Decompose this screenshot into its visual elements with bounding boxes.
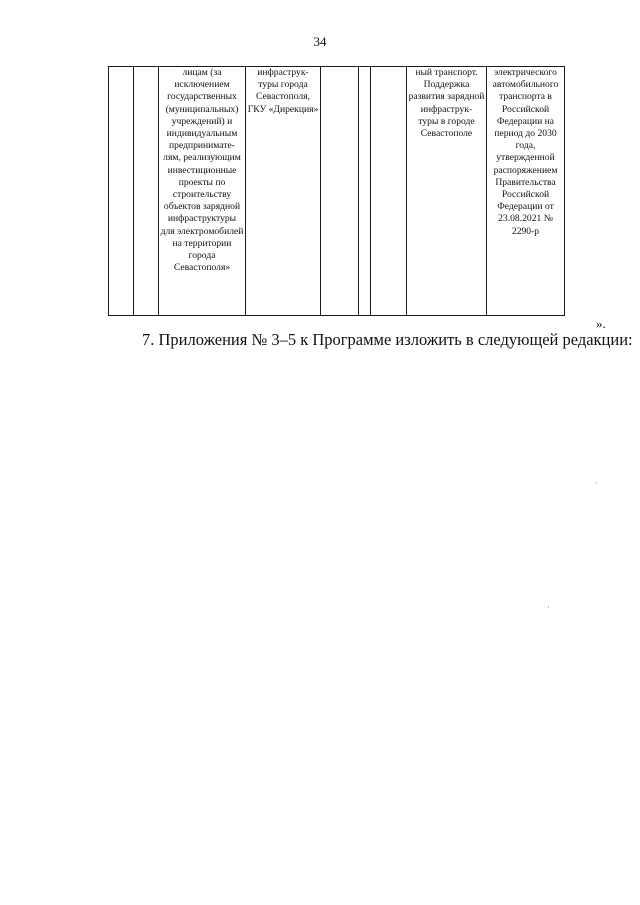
- closing-quote: ».: [596, 316, 606, 331]
- table-cell: инфраструк- туры города Севастополя, ГКУ «Дирекция»: [246, 67, 321, 316]
- table-cell: электрического автомобильного транспорта в Российской Федерации на период до 2030 года, утвержденной распоряжением Правительства Российской Федерации от 23.08.2021 № 2290-р: [487, 67, 565, 316]
- table-row: [109, 67, 565, 316]
- scan-speck: [596, 482, 597, 484]
- document-table: [108, 66, 565, 316]
- table-cell: [321, 67, 359, 316]
- page-number: 34: [313, 34, 327, 49]
- amendment-instruction: 7. Приложения № 3–5 к Программе изложить в следующей редакции:: [142, 330, 633, 349]
- scan-speck: [548, 606, 549, 608]
- table-cell: [371, 67, 407, 316]
- table-cell: ный транспорт. Поддержка развития зарядной инфраструк- туры в городе Севастополе: [407, 67, 487, 316]
- table-cell: [109, 67, 134, 316]
- table-cell: [359, 67, 371, 316]
- table-cell: лицам (за исключением государственных (муниципальных) учреждений) и индивидуальным предпринимате- лям, реализующим инвестиционные проекты по строительству объектов зарядной инфраструктуры для электромобилей на территории города Севастополя»: [159, 67, 246, 316]
- table-cell: [134, 67, 159, 316]
